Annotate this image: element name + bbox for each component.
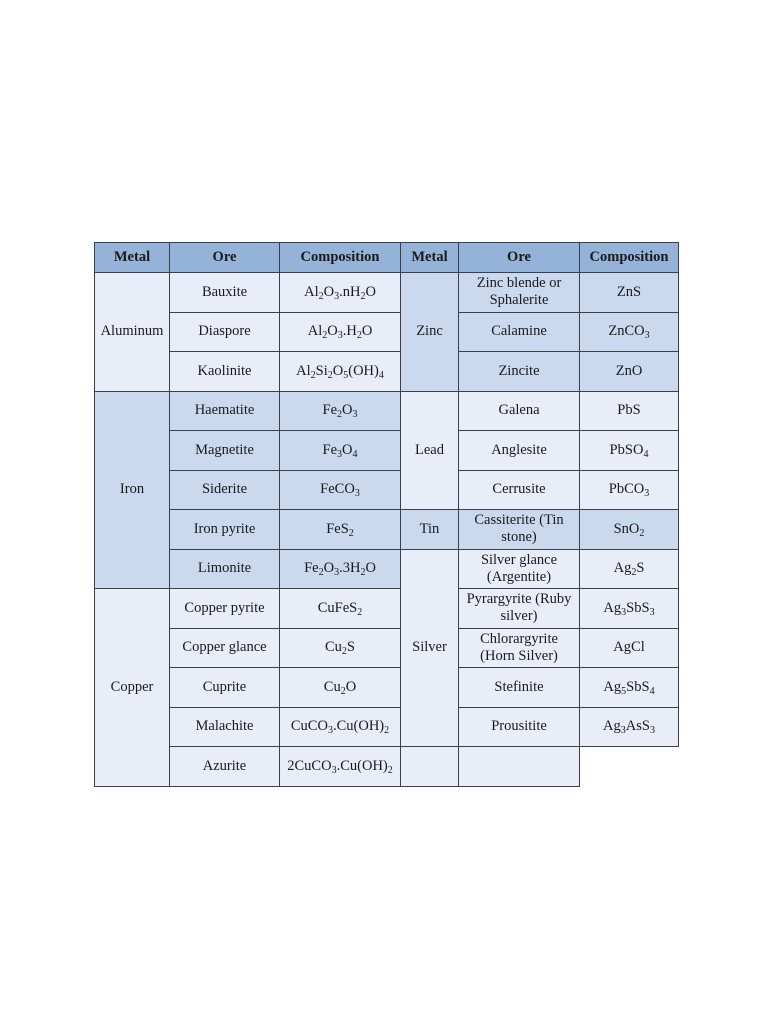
header-composition-left: Composition <box>280 243 401 273</box>
composition-cell: $Fe_2O_3$ <box>280 391 401 431</box>
ore-cell: Galena <box>459 391 580 431</box>
table-row <box>95 391 679 431</box>
composition-cell: $Ag_2S$ <box>580 549 679 589</box>
metal-cell: Aluminum <box>95 273 170 392</box>
ore-cell: Siderite <box>170 470 280 510</box>
composition-cell: ZnO <box>580 352 679 392</box>
table-row <box>95 273 679 313</box>
ore-cell: Pyrargyrite (Ruby silver) <box>459 589 580 629</box>
composition-cell <box>459 747 580 787</box>
ore-cell: Silver glance (Argentite) <box>459 549 580 589</box>
composition-cell: $2CuCO_3.Cu(OH)_2$ <box>280 747 401 787</box>
composition-cell: $Cu_2S$ <box>280 628 401 668</box>
table-row <box>95 668 679 708</box>
table-row <box>95 470 679 510</box>
ore-cell: Azurite <box>170 747 280 787</box>
header-metal-left: Metal <box>95 243 170 273</box>
ore-cell: Stefinite <box>459 668 580 708</box>
composition-cell: AgCl <box>580 628 679 668</box>
composition-cell: $Ag_5SbS_4$ <box>580 668 679 708</box>
composition-cell: SnO$_2$ <box>580 510 679 550</box>
ore-cell: Cuprite <box>170 668 280 708</box>
metal-cell: Iron <box>95 391 170 589</box>
metal-cell: Silver <box>401 549 459 747</box>
ore-cell: Cassiterite (Tin stone) <box>459 510 580 550</box>
metal-cell: Zinc <box>401 273 459 392</box>
composition-cell: PbSO$_4$ <box>580 431 679 471</box>
composition-cell: $Ag_3AsS_3$ <box>580 707 679 747</box>
header-row <box>95 243 679 273</box>
header-composition-right: Composition <box>580 243 679 273</box>
table-row <box>95 352 679 392</box>
ore-cell: Bauxite <box>170 273 280 313</box>
composition-cell: $Cu_2O$ <box>280 668 401 708</box>
composition-cell: PbCO$_3$ <box>580 470 679 510</box>
ore-cell: Diaspore <box>170 312 280 352</box>
composition-cell: $Al_2O_3.H_2O$ <box>280 312 401 352</box>
composition-cell: $Al_2O_3.nH_2O$ <box>280 273 401 313</box>
metal-cell: Lead <box>401 391 459 510</box>
table-row <box>95 628 679 668</box>
composition-cell: ZnCO$_3$ <box>580 312 679 352</box>
table-row <box>95 431 679 471</box>
ore-cell: Zincite <box>459 352 580 392</box>
ores-table <box>94 242 679 787</box>
composition-cell: ZnS <box>580 273 679 313</box>
ore-cell: Chlorargyrite (Horn Silver) <box>459 628 580 668</box>
table-row <box>95 707 679 747</box>
composition-cell: $CuCO_3.Cu(OH)_2$ <box>280 707 401 747</box>
ore-cell: Zinc blende or Sphalerite <box>459 273 580 313</box>
metal-cell: Tin <box>401 510 459 550</box>
composition-cell: PbS <box>580 391 679 431</box>
ore-cell: Haematite <box>170 391 280 431</box>
ore-cell: Copper pyrite <box>170 589 280 629</box>
ore-cell: Cerrusite <box>459 470 580 510</box>
header-ore-left: Ore <box>170 243 280 273</box>
composition-cell: $Fe_3O_4$ <box>280 431 401 471</box>
ore-cell: Malachite <box>170 707 280 747</box>
table-row <box>95 589 679 629</box>
table-row <box>95 312 679 352</box>
ore-cell: Prousitite <box>459 707 580 747</box>
composition-cell: $Al_2Si_2O_5(OH)_4$ <box>280 352 401 392</box>
table-row <box>95 747 679 787</box>
metal-cell: Copper <box>95 589 170 787</box>
header-ore-right: Ore <box>459 243 580 273</box>
ore-cell: Anglesite <box>459 431 580 471</box>
header-metal-right: Metal <box>401 243 459 273</box>
ore-cell: Iron pyrite <box>170 510 280 550</box>
composition-cell: CuFeS$_2$ <box>280 589 401 629</box>
table-row <box>95 549 679 589</box>
composition-cell: $Ag_3SbS_3$ <box>580 589 679 629</box>
composition-cell: FeS$_2$ <box>280 510 401 550</box>
ore-cell: Magnetite <box>170 431 280 471</box>
composition-cell: $Fe_2O_3.3H_2O$ <box>280 549 401 589</box>
composition-cell: FeCO$_3$ <box>280 470 401 510</box>
ore-cell: Calamine <box>459 312 580 352</box>
table-row <box>95 510 679 550</box>
ore-cell <box>401 747 459 787</box>
ore-cell: Limonite <box>170 549 280 589</box>
ore-cell: Kaolinite <box>170 352 280 392</box>
ore-cell: Copper glance <box>170 628 280 668</box>
